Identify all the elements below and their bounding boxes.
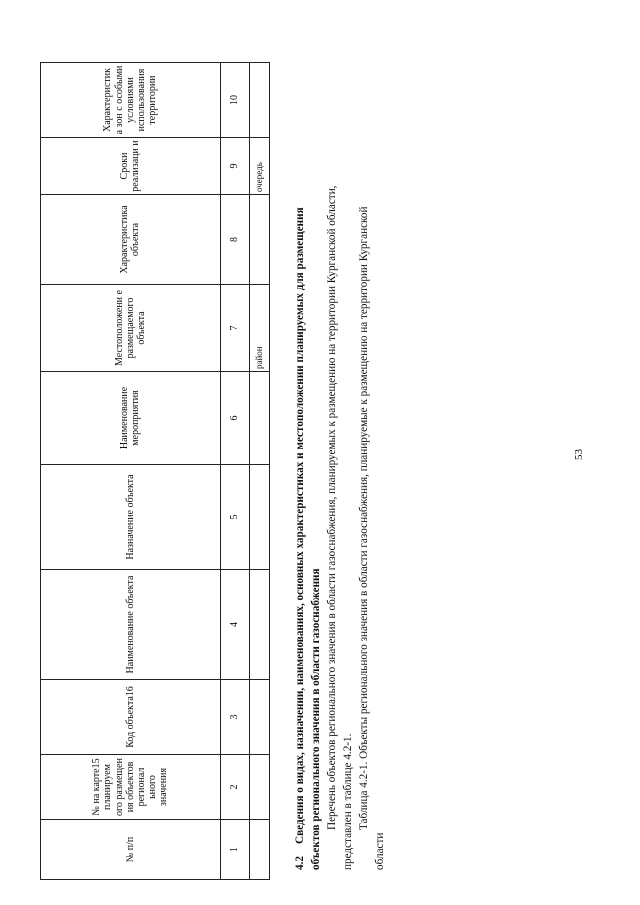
section-number: 4.2 xyxy=(294,856,306,870)
paragraph-2-line1: Таблица 4.2-1. Объекты регионального значения в области газоснабжения, планируемые к размещению на территории Курганской xyxy=(357,206,370,830)
table-cell xyxy=(250,372,270,465)
column-number-cell: 9 xyxy=(220,138,249,195)
header-cell: Наименование объекта xyxy=(41,570,221,680)
header-cell: Код объекта16 xyxy=(41,680,221,755)
table-cell xyxy=(250,63,270,138)
table-cell xyxy=(250,680,270,755)
table-cell xyxy=(250,570,270,680)
column-number-cell: 1 xyxy=(220,820,249,880)
header-cell: № на карте15 планируем ого размещен ия объектов регионал ьного значения xyxy=(41,755,221,820)
column-number-row xyxy=(220,63,249,880)
section-heading xyxy=(293,80,309,870)
column-number-cell: 5 xyxy=(220,465,249,570)
section-heading-line1: Сведения о видах, назначении, наименованиях, основных характеристиках и местоположении планируемых для размещения xyxy=(294,207,306,844)
paragraph-2-line2: области xyxy=(373,832,386,870)
table-cell xyxy=(250,465,270,570)
table-cell xyxy=(250,195,270,285)
page-number: 53 xyxy=(573,449,585,460)
header-cell: Характеристик а зон с особыми условиями использования территории xyxy=(41,63,221,138)
column-number-cell: 8 xyxy=(220,195,249,285)
section-4-2 xyxy=(293,80,388,870)
column-number-cell: 10 xyxy=(220,63,249,138)
table-cell: очередь xyxy=(250,138,270,195)
table-cell: район xyxy=(250,285,270,372)
section-heading-line2: объектов регионального значения в области газоснабжения xyxy=(309,568,322,870)
paragraph-1-line2: представлен в таблице 4.2-1. xyxy=(341,733,354,870)
column-number-cell: 6 xyxy=(220,372,249,465)
header-cell: Наименование мероприятия xyxy=(41,372,221,465)
column-number-cell: 4 xyxy=(220,570,249,680)
header-cell: Назначение объекта xyxy=(41,465,221,570)
column-number-cell: 7 xyxy=(220,285,249,372)
paragraph-1-line1: Перечень объектов регионального значения в области газоснабжения, планируемых к размещению на территории Курганской области, xyxy=(325,185,338,830)
header-cell: Сроки реализаци и xyxy=(41,138,221,195)
column-number-cell: 2 xyxy=(220,755,249,820)
rotated-page xyxy=(25,40,615,880)
column-number-cell: 3 xyxy=(220,680,249,755)
header-cell: Местоположени е размещаемого объекта xyxy=(41,285,221,372)
table-cell xyxy=(250,755,270,820)
table-header-row xyxy=(41,63,221,880)
objects-table xyxy=(40,62,270,880)
table-row xyxy=(250,63,270,880)
header-cell: Характеристика объекта xyxy=(41,195,221,285)
header-cell: № п/п xyxy=(41,820,221,880)
table-cell xyxy=(250,820,270,880)
